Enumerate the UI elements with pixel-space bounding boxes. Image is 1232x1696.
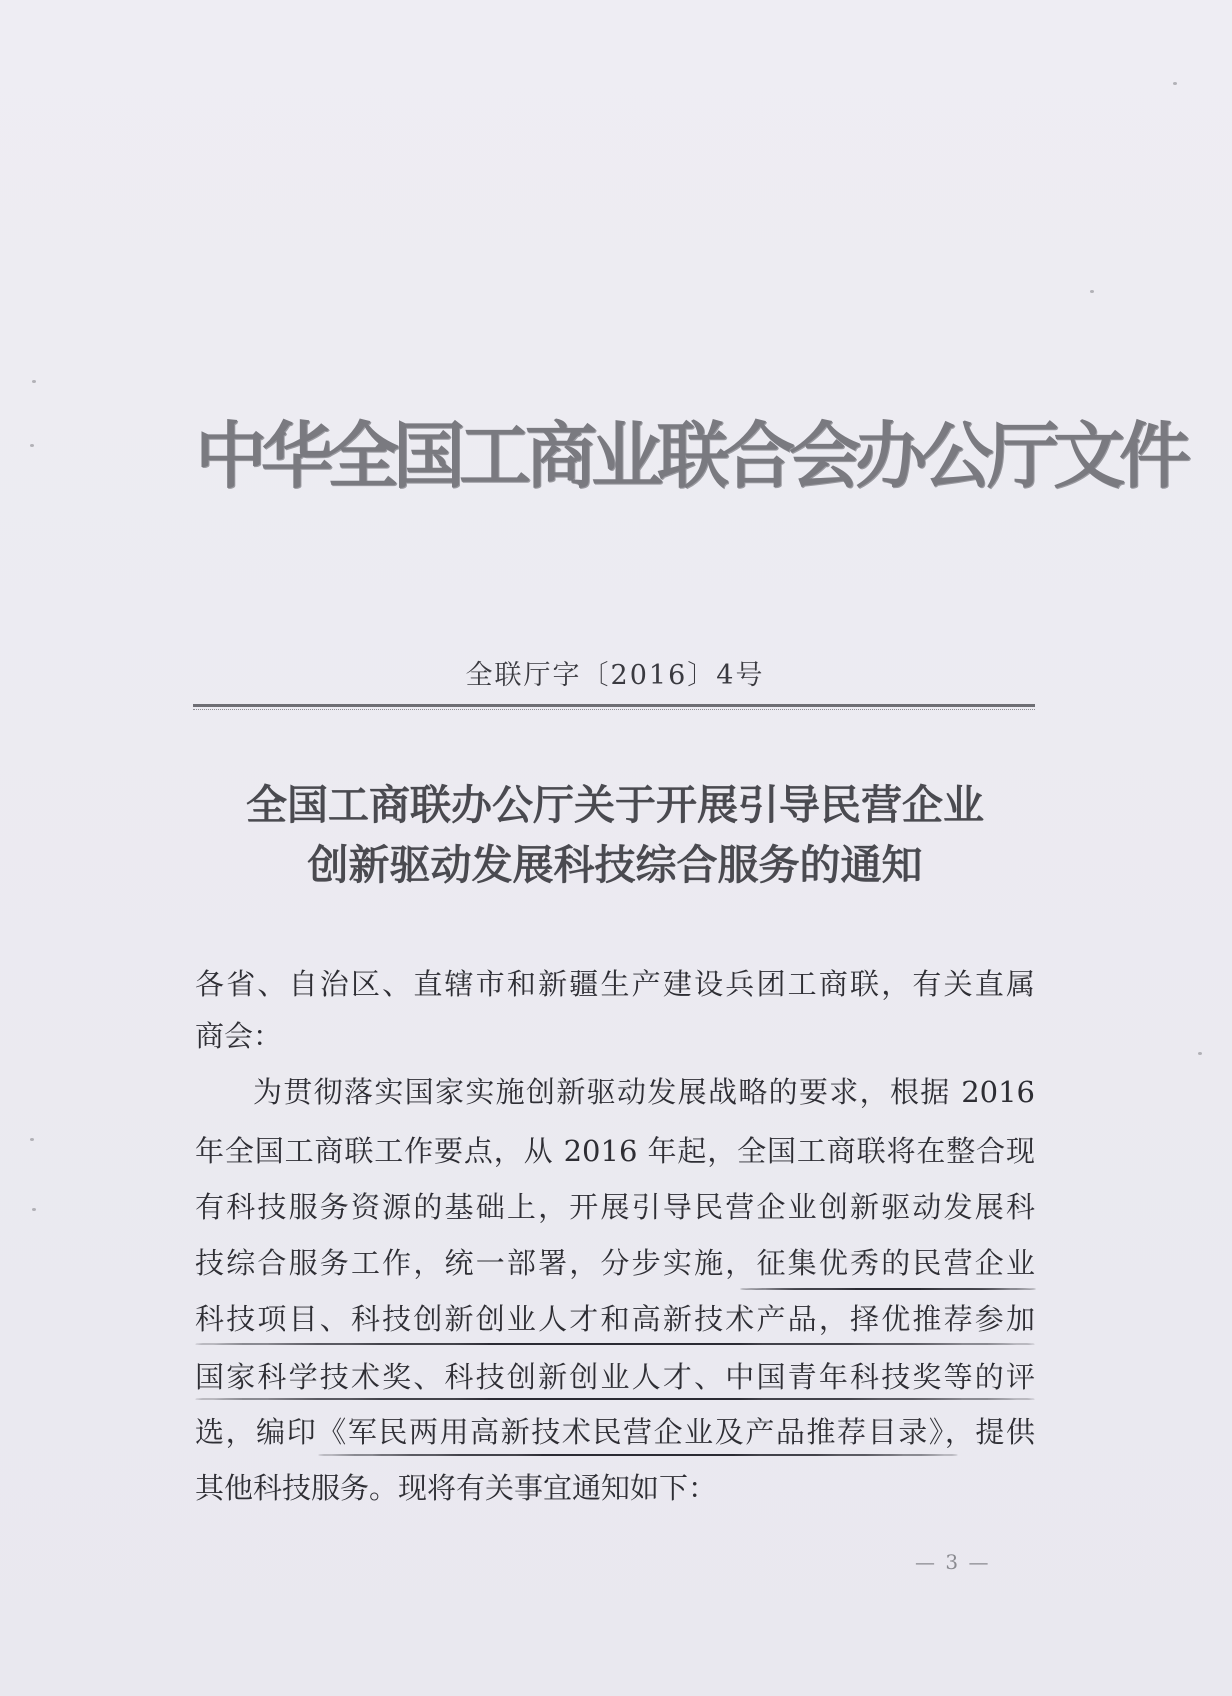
scan-speck [32, 1208, 36, 1211]
body-line-closing: 其他科技服务。现将有关事宜通知如下： [195, 1471, 718, 1505]
scan-speck [30, 444, 34, 447]
document-header-title: 中华全国工商业联合会办公厅文件 [195, 413, 1186, 498]
body-line: 选，编印《军民两用高新技术民营企业及产品推荐目录》，提供 [195, 1415, 1035, 1449]
body-line-addressee: 各省、自治区、直辖市和新疆生产建设兵团工商联，有关直属 [195, 967, 1035, 1001]
scan-speck [32, 380, 36, 383]
page-number: — 3 — [915, 1550, 991, 1574]
scan-speck [30, 1138, 34, 1141]
body-line: 年全国工商联工作要点，从 2016 年起，全国工商联将在整合现 [195, 1134, 1035, 1168]
body-line: 国家科学技术奖、科技创新创业人才、中国青年科技奖等的评 [195, 1360, 1035, 1394]
handwritten-underline [195, 1398, 1035, 1400]
document-number: 全联厅字〔2016〕4号 [465, 660, 765, 691]
scan-speck [1173, 82, 1177, 85]
body-line: 有科技服务资源的基础上，开展引导民营企业创新驱动发展科 [195, 1190, 1035, 1224]
handwritten-underline [740, 1288, 1036, 1290]
handwritten-underline [195, 1343, 1035, 1345]
body-line: 技综合服务工作，统一部署，分步实施，征集优秀的民营企业 [195, 1246, 1035, 1280]
body-line-addressee-cont: 商会： [195, 1019, 283, 1053]
notice-title-line-1: 全国工商联办公厅关于开展引导民营企业 [246, 781, 984, 829]
notice-title-line-2: 创新驱动发展科技综合服务的通知 [307, 841, 923, 889]
scan-speck [1198, 1052, 1202, 1055]
body-line: 科技项目、科技创新创业人才和高新技术产品，择优推荐参加 [195, 1302, 1035, 1336]
header-divider [193, 704, 1035, 707]
scan-speck [1090, 290, 1094, 293]
body-line: 为贯彻落实国家实施创新驱动发展战略的要求，根据 2016 [253, 1075, 1035, 1109]
handwritten-underline [318, 1454, 958, 1456]
